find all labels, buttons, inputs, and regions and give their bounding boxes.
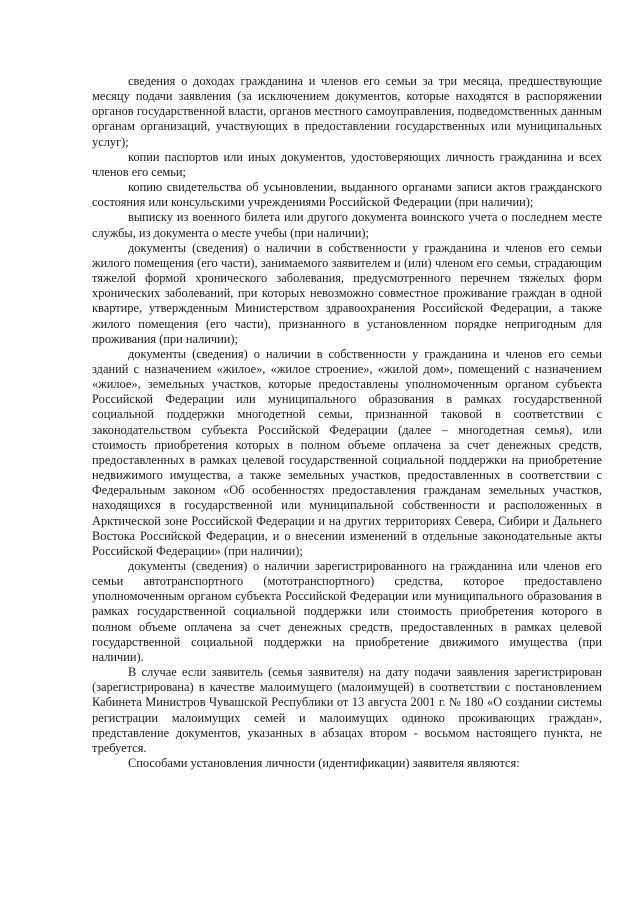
paragraph-buildings-land: документы (сведения) о наличии в собственности у гражданина и членов его семьи зданий с назначением «жилое», «жилое строение», «жилой дом», помещений с назначением «жилое», земельных участков, которые предоставлены уполномоченным органом субъекта Российской Федерации или муниципального образования в рамках государственной социальной поддержки многодетной семьи, признанной таковой в соответствии с законодательством субъекта Российской Федерации (далее – многодетная семья), или стоимость приобретения которых в полном объеме оплачена за счет денежных средств, предоставленных в рамках целевой государственной социальной поддержки на приобретение недвижимого имущества, а также земельных участков, предоставленных в соответствии с Федеральным законом «Об особенностях предоставления гражданам земельных участков, находящихся в государственной или муниципальной собственности и расположенных в Арктической зоне Российской Федерации и на других территориях Севера, Сибири и Дальнего Востока Российской Федерации, и о внесении изменений в отдельные законодательные акты Российской Федерации» (при наличии); <box>92 346 602 558</box>
paragraph-identification-methods: Способами установления личности (идентификации) заявителя являются: <box>128 756 520 771</box>
paragraph-military-id: выписку из военного билета или другого документа воинского учета о последнем месте службы, из документа о месте учебы (при наличии); <box>92 210 602 240</box>
paragraph-income-info: сведения о доходах гражданина и членов его семьи за три месяца, предшествующие месяцу подачи заявления (за исключением документов, которые находятся в распоряжении органов государственной власти, органов местного самоуправления, подведомственных данным органам организаций, участвующих в предоставлении государственных или муниципальных услуг); <box>92 74 602 149</box>
paragraph-housing-ownership: документы (сведения) о наличии в собственности у гражданина и членов его семьи жилого помещения (его части), занимаемого заявителем и (или) членом его семьи, страдающим тяжелой формой хронического заболевания, предусмотренного перечнем тяжелых форм хронических заболеваний, при которых невозможно совместное проживание граждан в одной квартире, утвержденным Министерством здравоохранения Российской Федерации, а также жилого помещения (его части), признанного в установленном порядке непригодным для проживания (при наличии); <box>92 240 602 346</box>
paragraph-adoption-certificate: копию свидетельства об усыновлении, выданного органами записи актов гражданского состояния или консульскими учреждениями Российской Федерации (при наличии); <box>92 180 602 210</box>
document-page <box>92 74 602 771</box>
paragraph-low-income-exemption: В случае если заявитель (семья заявителя) на дату подачи заявления зарегистрирован (зарегистрирована) в качестве малоимущего (малоимущей) в соответствии с постановлением Кабинета Министров Чувашской Республики от 13 августа 2001 г. № 180 «О создании системы регистрации малоимущих семей и малоимущих одиноко проживающих граждан», представление документов, указанных в абзацах втором - восьмом настоящего пункта, не требуется. <box>92 665 602 755</box>
paragraph-vehicles: документы (сведения) о наличии зарегистрированного на гражданина или членов его семьи автотранспортного (мототранспортного) средства, которое предоставлено уполномоченным органом субъекта Российской Федерации или муниципального образования в рамках государственной социальной поддержки или стоимость приобретения которого в полном объеме оплачена за счет денежных средств, предоставленных в рамках целевой государственной социальной поддержки на приобретение движимого имущества (при наличии). <box>92 559 602 664</box>
paragraph-passports: копии паспортов или иных документов, удостоверяющих личность гражданина и всех членов его семьи; <box>92 149 602 179</box>
